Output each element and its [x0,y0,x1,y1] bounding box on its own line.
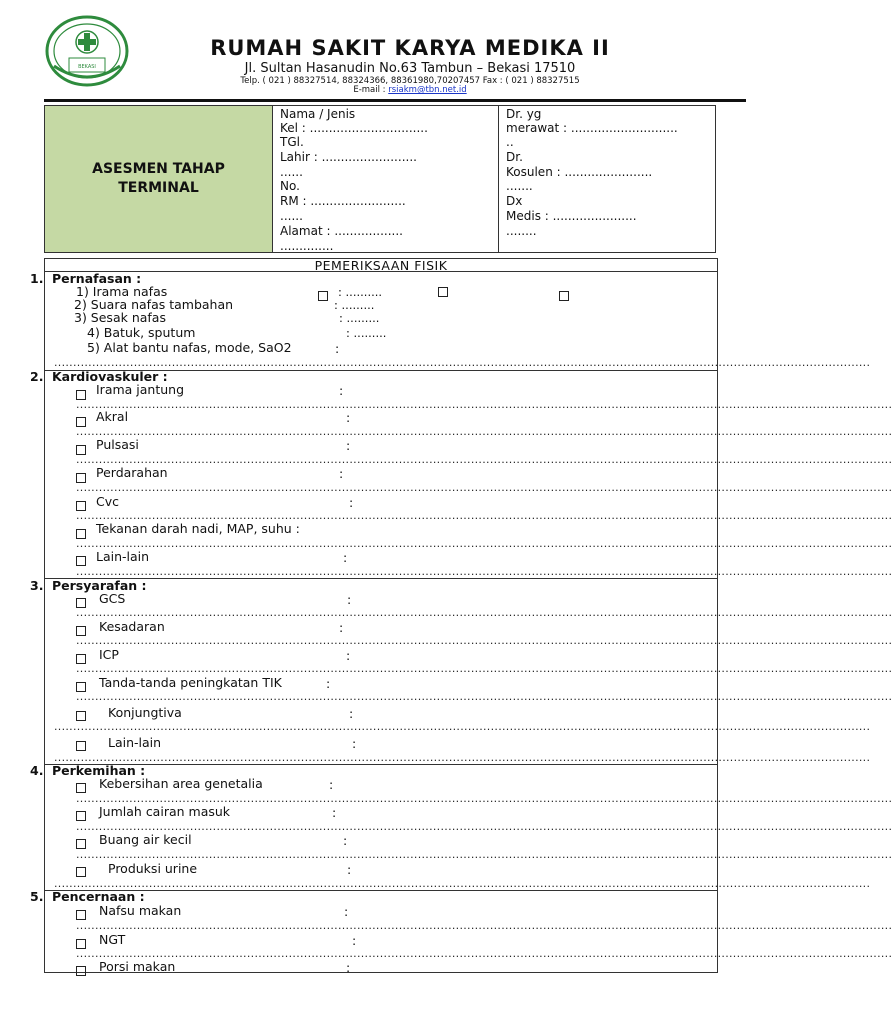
checkbox[interactable] [76,867,86,877]
dotline[interactable]: ....................................................................................................................................................................................................................... [76,820,892,833]
colon: : [344,904,349,919]
checkbox[interactable] [76,966,86,976]
value-suara-nafas[interactable]: : ......... [334,298,375,312]
colon: : [339,620,344,635]
item-lain-lain: Lain-lain [96,549,150,564]
section-number: 4. [30,763,44,778]
item-gcs: GCS [99,591,126,606]
patient-dob-label: TGl. [280,135,304,149]
value-batuk[interactable]: : ......... [346,326,387,340]
item-produksi-urine: Produksi urine [108,861,198,876]
item-konjungtiva: Konjungtiva [108,705,182,720]
colon: : [343,550,348,565]
patient-name-label: Nama / Jenis [280,107,356,121]
item-bak: Buang air kecil [99,832,192,847]
item-irama-jantung: Irama jantung [96,382,185,397]
section-title-pernafasan: Pernafasan : [52,271,142,286]
hospital-phone: Telp. ( 021 ) 88327514, 88324366, 88361980,70207457 Fax : ( 021 ) 88327515 [240,76,580,86]
item-ngt: NGT [99,932,126,947]
hospital-name: RUMAH SAKIT KARYA MEDIKA II [210,36,610,60]
colon: : [346,438,351,453]
colon: : [352,933,357,948]
patient-dob-cont: ...... [280,165,303,179]
consultant-cont: ....... [506,179,533,193]
patient-rm-label: No. [280,179,300,193]
section-number: 5. [30,889,44,904]
checkbox[interactable] [438,287,448,297]
colon: : [346,960,351,975]
left-border [44,272,45,972]
hospital-address: Jl. Sultan Hasanudin No.63 Tambun – Bekasi 17510 [244,61,576,76]
colon: : [332,805,337,820]
colon: : [347,862,352,877]
consultant-field[interactable]: Kosulen : ....................... [506,165,653,179]
dotline[interactable]: ....................................................................................................................................................................................................................... [76,690,892,703]
section-number: 2. [30,369,44,384]
dotline[interactable]: ....................................................................................................................................................................................................................... [54,720,871,733]
colon: : [339,466,344,481]
form-title: ASESMEN TAHAP TERMINAL [92,161,225,196]
colon: : [346,648,351,663]
item-cairan-masuk: Jumlah cairan masuk [99,804,231,819]
colon: : [343,833,348,848]
dotline[interactable]: ....................................................................................................................................................................................................................... [76,565,892,578]
dotline[interactable]: ....................................................................................................................................................................................................................... [54,877,871,890]
colon: : [349,495,354,510]
section-number: 1. [30,271,44,286]
doctor-label: Dr. yg [506,107,542,121]
patient-dob-field[interactable]: Lahir : ......................... [280,150,417,164]
value-sesak-nafas[interactable]: : ......... [339,311,380,325]
patient-rm-cont: ...... [280,209,303,223]
colon: : [326,676,331,691]
dotline[interactable]: ....................................................................................................................................................................................................................... [76,662,892,675]
doctor-cont: .. [506,135,514,149]
item-porsi-makan: Porsi makan [99,959,176,974]
diagnosis-cont: ........ [506,224,537,238]
item-icp: ICP [99,647,119,662]
dotline[interactable]: ....................................................................................................................................................................................................................... [76,398,892,411]
colon: : [339,383,344,398]
item-alat-bantu: 5) Alat bantu nafas, mode, SaO2 [87,340,292,355]
diagnosis-field[interactable]: Medis : ...................... [506,209,637,223]
checkbox[interactable] [318,291,328,301]
dotline[interactable]: ....................................................................................................................................................................................................................... [76,453,892,466]
consultant-label: Dr. [506,150,523,164]
patient-rm-field[interactable]: RM : ......................... [280,194,406,208]
item-akral: Akral [96,409,129,424]
item-batuk: 4) Batuk, sputum [87,325,196,340]
divider-s5 [44,890,718,891]
section-title-kardiovaskuler: Kardiovaskuler : [52,369,168,384]
dotline[interactable]: ....................................................................................................................................................................................................................... [54,356,871,369]
doctor-info-cell [499,106,715,252]
value-alat-bantu: : [335,341,340,356]
dotline[interactable]: ....................................................................................................................................................................................................................... [76,606,892,619]
item-irama-nafas: 1) Irama nafas [76,284,168,299]
checkbox[interactable] [559,291,569,301]
patient-address-cont: .............. [280,239,334,253]
patient-info-cell [273,106,499,252]
value-irama-nafas[interactable]: : .......... [338,285,383,299]
dotline[interactable]: ....................................................................................................................................................................................................................... [76,792,892,805]
item-kesadaran: Kesadaran [99,619,165,634]
dotline[interactable]: ....................................................................................................................................................................................................................... [76,537,892,550]
item-sesak-nafas: 3) Sesak nafas [74,310,166,325]
item-suara-nafas: 2) Suara nafas tambahan [74,297,234,312]
item-cvc: Cvc [96,494,119,509]
right-border [717,272,718,972]
item-tanda-tik: Tanda-tanda peningkatan TIK [99,675,282,690]
hospital-logo [44,14,130,88]
dotline[interactable]: ....................................................................................................................................................................................................................... [76,481,892,494]
patient-address-field[interactable]: Alamat : .................. [280,224,403,238]
section-title-persyarafan: Persyarafan : [52,578,147,593]
checkbox[interactable] [76,741,86,751]
dotline[interactable]: ....................................................................................................................................................................................................................... [76,509,892,522]
identity-table [44,105,716,253]
item-lain-lain: Lain-lain [108,735,162,750]
section-title-pencernaan: Pencernaan : [52,889,145,904]
doctor-field[interactable]: merawat : ............................ [506,121,678,135]
dotline[interactable]: ....................................................................................................................................................................................................................... [76,919,892,932]
dotline[interactable]: ....................................................................................................................................................................................................................... [76,634,892,647]
item-nafsu-makan: Nafsu makan [99,903,182,918]
dotline[interactable]: ....................................................................................................................................................................................................................... [76,425,892,438]
item-tekanan-darah: Tekanan darah nadi, MAP, suhu : [96,521,300,536]
svg-text:BEKASI: BEKASI [78,64,96,70]
form-title-cell [45,106,273,252]
colon: : [349,706,354,721]
diagnosis-label: Dx [506,194,523,208]
section-title-perkemihan: Perkemihan : [52,763,146,778]
colon: : [346,410,351,425]
colon: : [352,736,357,751]
section-number: 3. [30,578,44,593]
dotline[interactable]: ....................................................................................................................................................................................................................... [76,848,892,861]
dotline[interactable]: ....................................................................................................................................................................................................................... [76,947,892,960]
colon: : [329,777,334,792]
item-kebersihan: Kebersihan area genetalia [99,776,263,791]
patient-sex-field[interactable]: Kel : ............................... [280,121,428,135]
email-link[interactable]: rsiakm@tbn.net.id [388,85,467,95]
physical-exam-title: PEMERIKSAAN FISIK [44,258,718,272]
dotline[interactable]: ....................................................................................................................................................................................................................... [54,751,871,764]
item-pulsasi: Pulsasi [96,437,139,452]
header-divider [44,99,746,102]
hospital-email-line: E-mail : rsiakm@tbn.net.id [353,85,467,95]
item-perdarahan: Perdarahan [96,465,168,480]
colon: : [347,592,352,607]
